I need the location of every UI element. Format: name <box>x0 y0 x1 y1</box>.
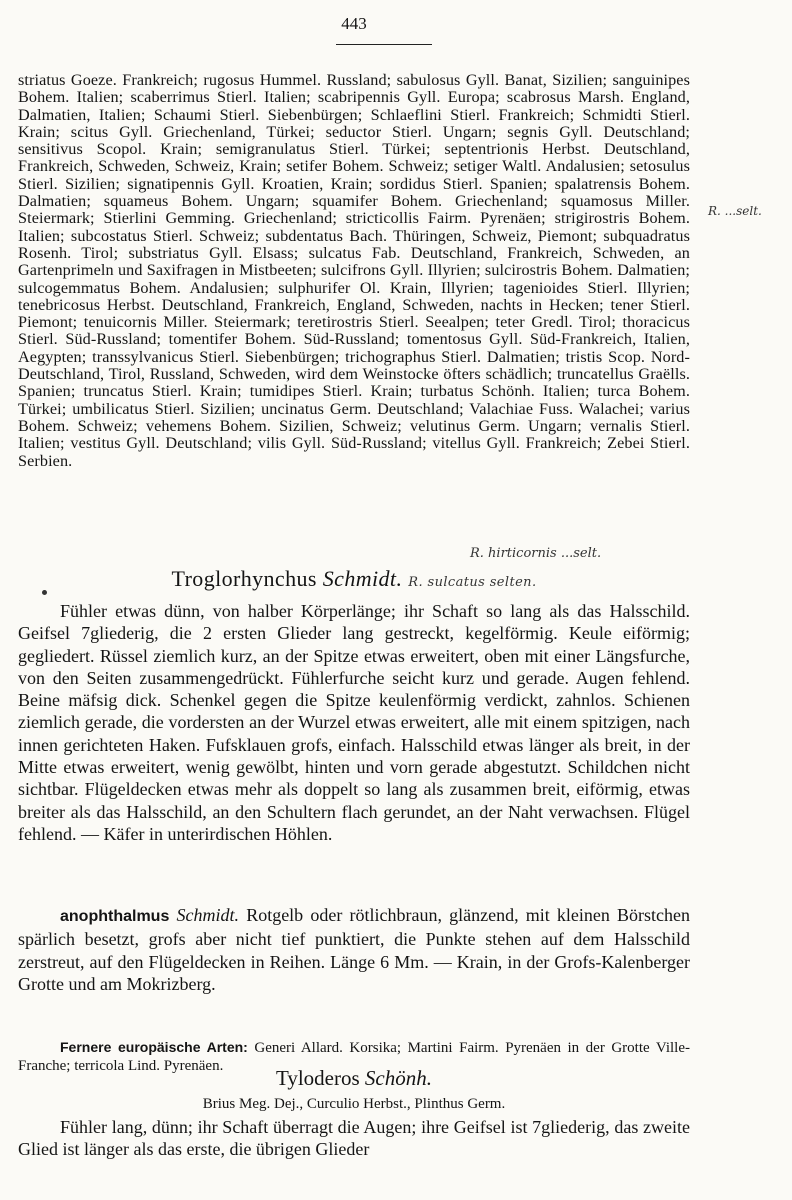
species-description: Rotgelb oder rötlichbraun, glänzend, mit kleinen Börstchen spärlich besetzt, grofs aber nicht tief punktiert, die Punkte stehen auf dem Halsschild zerstreut, auf den Flügeldecken in Reihen. Länge 6 Mm. — Krain, in der Grofs-Kalenberger Grotte und am Mokrizberg. <box>18 905 691 994</box>
further-species-label: Fernere europäische Arten: <box>60 1039 248 1055</box>
species-list-block <box>18 72 690 470</box>
header-rule <box>336 44 432 45</box>
handwritten-margin-note: R. ...selt. <box>708 204 762 218</box>
further-species-text: Generi Allard. Korsika; Martini Fairm. Pyrenäen in der Grotte Ville-Franche; terricola Lind. Pyrenäen. <box>18 1040 690 1074</box>
margin-dot <box>42 590 47 595</box>
genus2-description-text: Fühler lang, dünn; ihr Schaft überragt die Augen; ihre Geifsel ist 7gliederig, das zweite Glied ist länger als das erste, die übrigen Glieder <box>18 1117 690 1160</box>
page-number: 443 <box>341 14 367 33</box>
genus-author: Schmidt. <box>322 566 403 591</box>
species-list-text: striatus Goeze. Frankreich; rugosus Hummel. Russland; sabulosus Gyll. Banat, Sizilien; sanguinipes Bohem. Italien; scaberrimus Stierl. Italien; scabripennis Gyll. Europa; scabrosus Marsh. England, Dalmatien, Italien; Schaumi Stierl. Siebenbürgen; Schlaeflini Stierl. Frankreich; Schmidti Stierl. Krain; scitus Gyll. Griechenland, Türkei; seductor Stierl. Ungarn; segnis Gyll. Deutschland; sensitivus Scopol. Krain; semigranulatus Stierl. Türkei; septentrionis Herbst. Deutschland, Frankreich, Schweden, Schweiz, Krain; setifer Bohem. Schweiz; setiger Waltl. Andalusien; setosulus Stierl. Sizilien; signatipennis Gyll. Kroatien, Krain; sordidus Stierl. Spanien; spalatrensis Bohem. Dalmatien; squameus Bohem. Ungarn; squamifer Bohem. Griechenland; squamosus Miller. Steiermark; Stierlini Gemming. Griechenland; stricticollis Fairm. Pyrenäen; strigirostris Bohem. Italien; subcostatus Stierl. Schweiz; subdentatus Bach. Thüringen, Schweiz, Piemont; subquadratus Rosenh. Tirol; substriatus Gyll. Elsass; sulcatus Fab. Deutschland, Frankreich, Schweden, an Gartenprimeln und Saxifragen in Mistbeeten; sulcifrons Gyll. Illyrien; sulcirostris Bohem. Dalmatien; sulcogemmatus Bohem. Andalusien; sulphurifer Ol. Krain, Illyrien; tagenioides Stierl. Illyrien; tenebricosus Herbst. Deutschland, Frankreich, England, Schweden, nachts in Hecken; tener Stierl. Piemont; tenuicornis Miller. Steiermark; teretirostris Stierl. Seealpen; teter Gredl. Tirol; thoracicus Stierl. Süd-Russland; tomentifer Bohem. Süd-Russland; tomentosus Gyll. Süd-Frankreich, Italien, Aegypten; transsylvanicus Stierl. Siebenbürgen; trichographus Stierl. Dalmatien; tristis Scop. Nord-Deutschland, Tirol, Russland, Schweden, wird dem Weinstocke öfters schädlich; truncatellus Graëlls. Spanien; truncatus Stierl. Krain; tumidipes Stierl. Krain; turbatus Schönh. Italien; turca Bohem. Türkei; umbilicatus Stierl. Sizilien; uncinatus Germ. Deutschland; Valachiae Fuss. Walachei; varius Bohem. Schweiz; vehemens Bohem. Sizilien, Schweiz; velutinus Germ. Ungarn; vernalis Stierl. Italien; vestitus Gyll. Deutschland; vilis Gyll. Süd-Russland; vitellus Gyll. Frankreich; Zebei Stierl. Serbien. <box>18 71 690 470</box>
species-author: Schmidt. <box>176 905 240 925</box>
genus-description-text: Fühler etwas dünn, von halber Körperlänge; ihr Schaft so lang als das Halsschild. Geifsel 7gliederig, die 2 ersten Glieder lang gestreckt, kegelförmig. Keule eiförmig; gegliedert. Rüssel ziemlich kurz, an der Spitze etwas erweitert, oben mit einer Längsfurche, von den Seiten zusammengedrückt. Fühlerfurche seicht kurz und gerade. Augen fehlend. Beine mäfsig dick. Schenkel gegen die Spitze keulenförmig verdickt, zahnlos. Schienen ziemlich gerade, die vordersten an der Wurzel etwas erweitert, alle mit einem spitzigen, nach innen gerichteten Haken. Fufsklauen grofs, einfach. Halsschild etwas länger als breit, in der Mitte etwas erweitert, wenig gewölbt, hinten und vorn gerade abgestutzt. Schildchen nicht sichtbar. Flügeldecken etwas mehr als doppelt so lang als zusammen breit, eiförmig, etwas breiter als das Halsschild, an den Schultern flach gerundet, an der Naht verwachsen. Flügel fehlend. — Käfer in unterirdischen Höhlen. <box>18 601 690 844</box>
handwritten-annotation-above-title: R. hirticornis ...selt. <box>470 546 602 561</box>
genus2-synonyms: Brius Meg. Dej., Curculio Herbst., Plinthus Germ. <box>202 1096 506 1112</box>
genus2-author: Schönh. <box>364 1066 432 1090</box>
genus2-name: Tyloderos <box>275 1066 360 1090</box>
genus-heading-tyloderos <box>18 1066 690 1091</box>
species-name: anophthalmus <box>60 908 170 925</box>
handwritten-annotation-title: R. sulcatus selten. <box>408 575 537 590</box>
genus-name: Troglorhynchus <box>171 566 317 591</box>
genus-heading-troglorhynchus <box>18 566 690 592</box>
species-entry-anophthalmus <box>18 904 690 995</box>
genus-description <box>18 600 690 845</box>
genus2-description <box>18 1116 690 1161</box>
